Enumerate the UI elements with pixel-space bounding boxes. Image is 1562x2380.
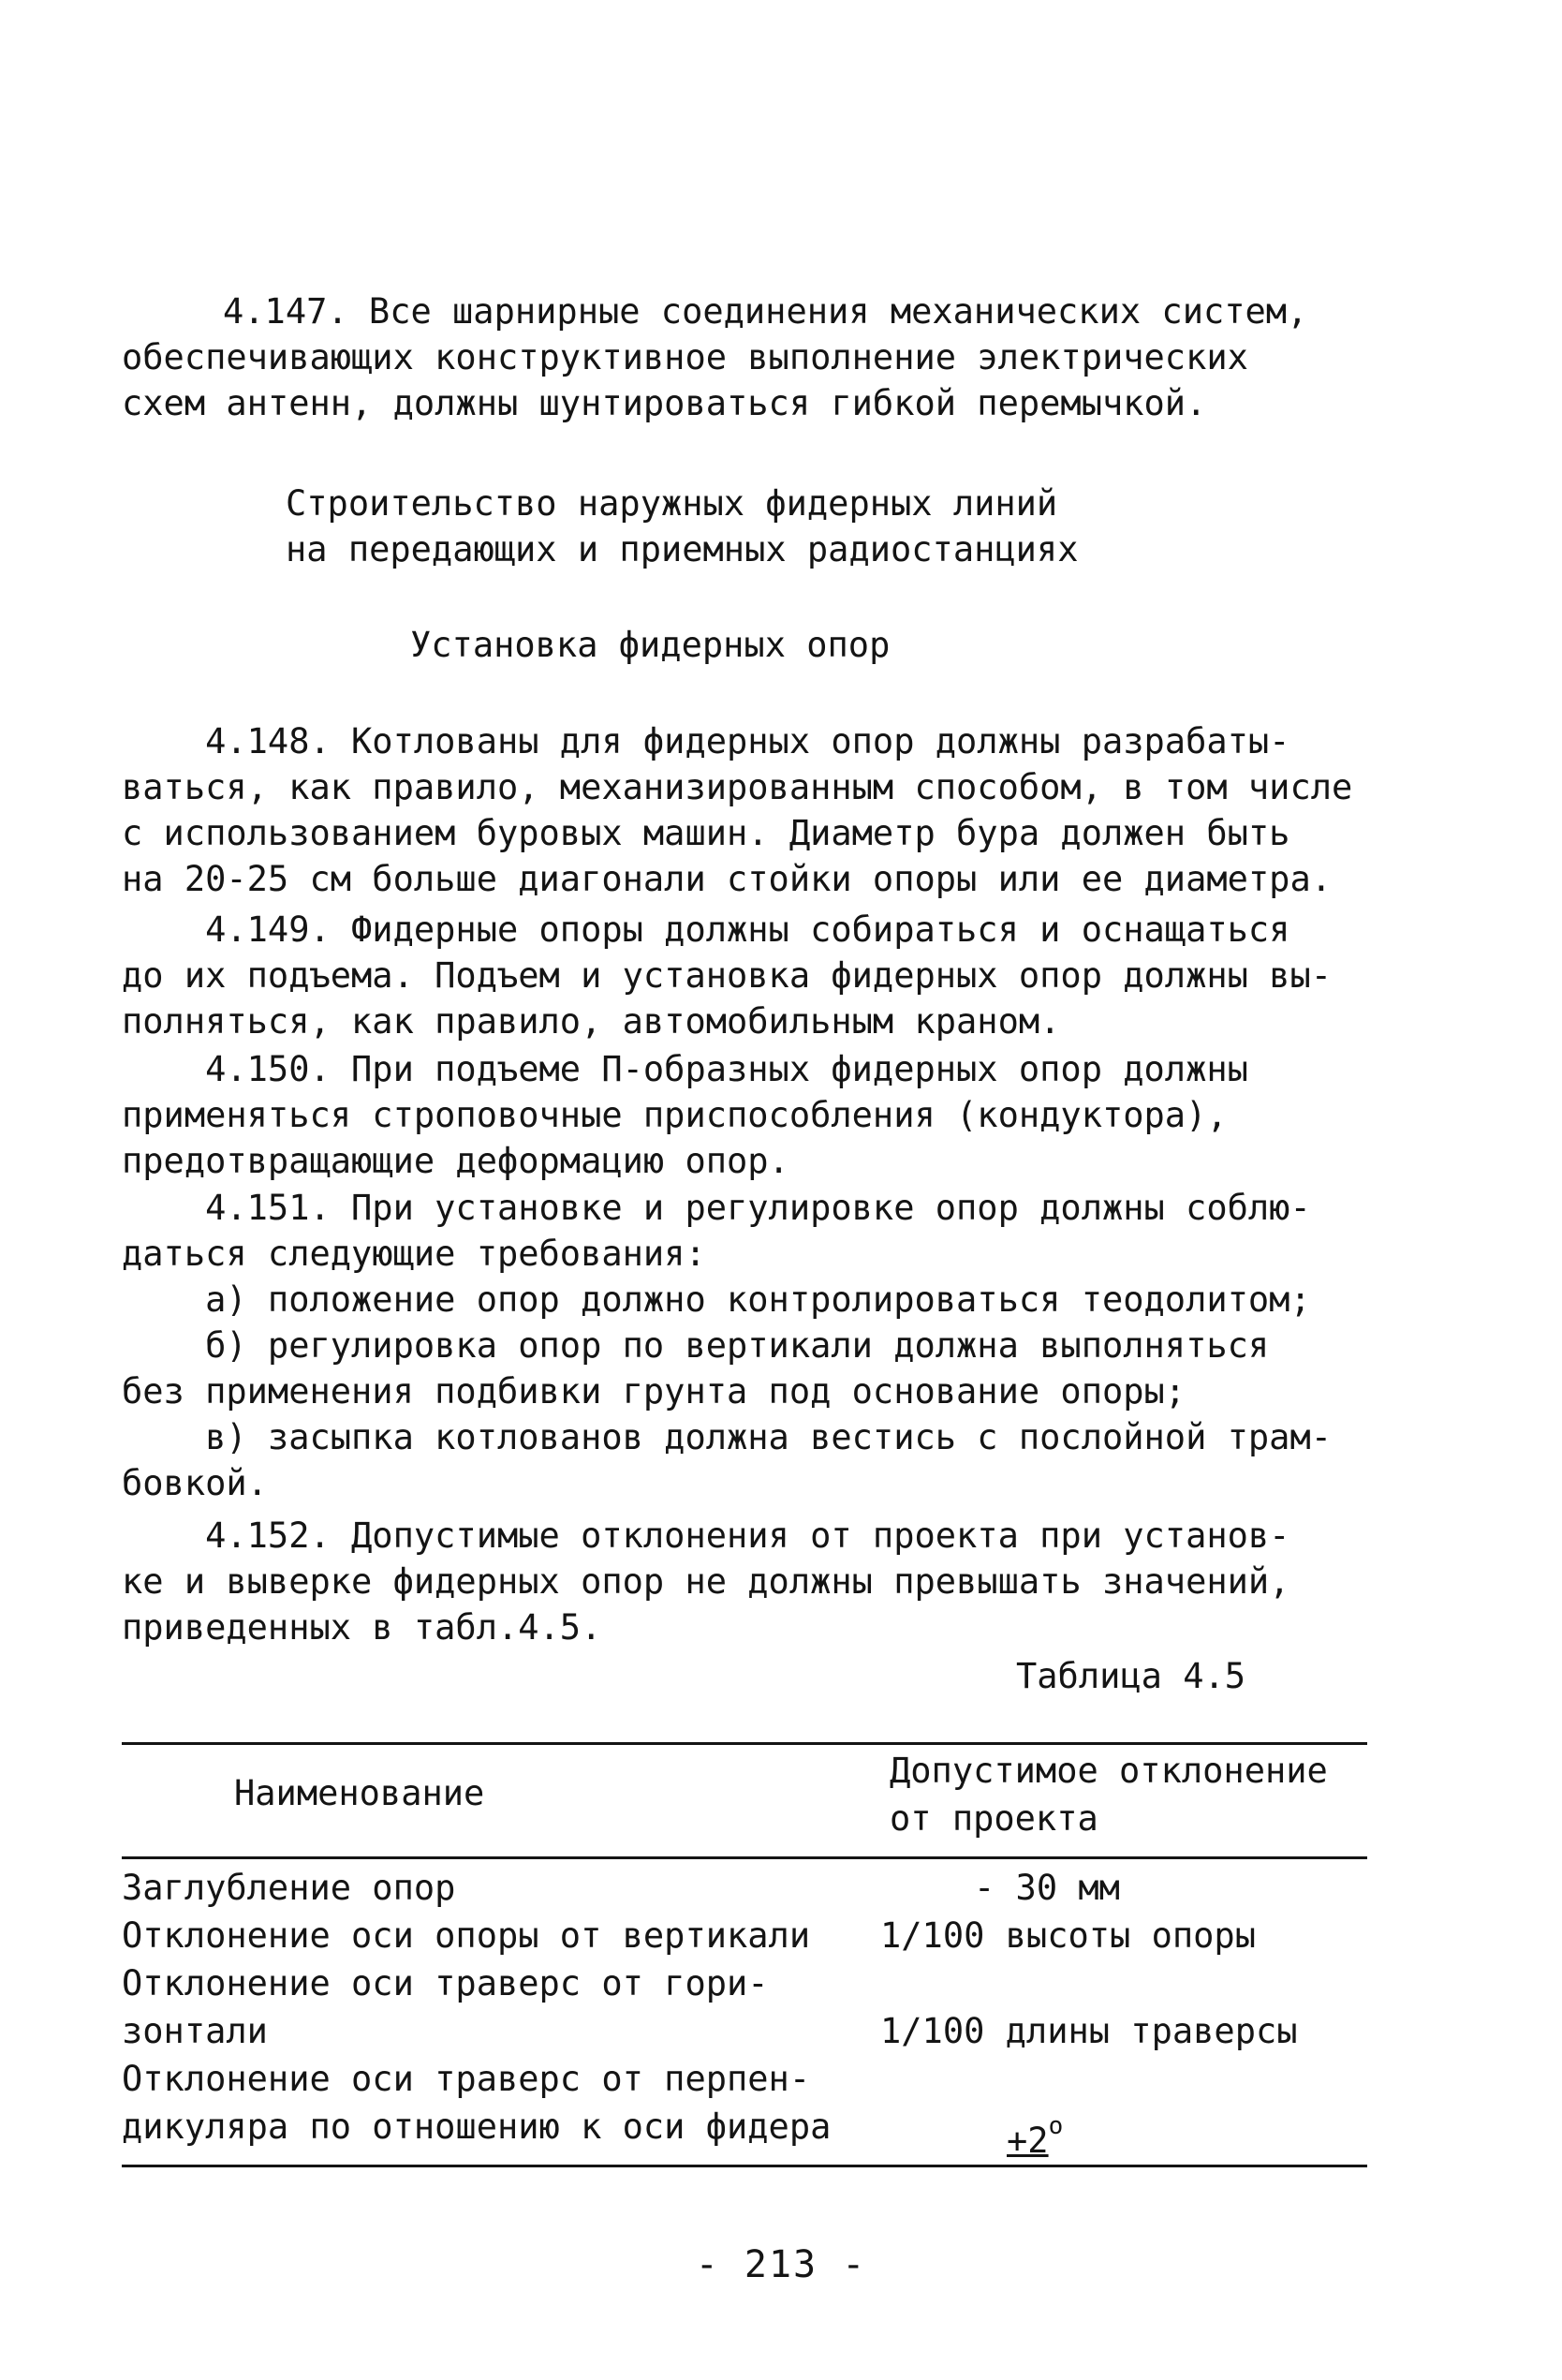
degree-mark: о bbox=[1048, 2112, 1064, 2140]
page-number: - 213 - bbox=[695, 2243, 867, 2286]
header-name-label: Наименование bbox=[234, 1773, 485, 1813]
text-line: приведенных в табл.4.5. bbox=[122, 1607, 602, 1648]
text-line: схем антенн, должны шунтироваться гибкой перемычкой. bbox=[122, 383, 1207, 423]
table-cell: зонтали bbox=[122, 2011, 268, 2051]
header-deviation-line: от проекта bbox=[890, 1798, 1098, 1839]
table-header-name bbox=[122, 1769, 871, 1817]
text-line: обеспечивающих конструктивное выполнение электрических bbox=[122, 337, 1248, 377]
paragraph-4-147 bbox=[122, 288, 1414, 426]
table-row-value bbox=[880, 2007, 1367, 2055]
heading-line: Строительство наружных фидерных линий bbox=[286, 483, 1058, 524]
text-line: а) положение опор должно контролироваться теодолитом; bbox=[122, 1279, 1311, 1320]
table-row-name bbox=[122, 2055, 871, 2151]
text-line: 4.152. Допустимые отклонения от проекта при установ- bbox=[122, 1515, 1290, 1556]
paragraph-4-151 bbox=[122, 1185, 1414, 1506]
table-row-name bbox=[122, 1864, 871, 1912]
table-row-name bbox=[122, 1959, 871, 2055]
text-line: полняться, как правило, автомобильным краном. bbox=[122, 1001, 1061, 1042]
header-deviation-line: Допустимое отклонение bbox=[890, 1751, 1328, 1791]
table-row-value bbox=[880, 1912, 1367, 1959]
table-header-deviation bbox=[890, 1747, 1377, 1842]
heading-line: на передающих и приемных радиостанциях bbox=[286, 529, 1079, 569]
subsection-heading bbox=[0, 622, 1562, 668]
table-row-name bbox=[122, 1912, 871, 1959]
text-line: 4.151. При установке и регулировке опор должны соблю- bbox=[122, 1188, 1311, 1228]
text-line: 4.150. При подъеме П-образных фидерных опор должны bbox=[122, 1049, 1248, 1089]
paragraph-4-148 bbox=[122, 718, 1414, 902]
text-line: с использованием буровых машин. Диаметр бура должен быть bbox=[122, 813, 1290, 853]
text-line: ваться, как правило, механизированным способом, в том числе bbox=[122, 767, 1353, 807]
table-cell: Отклонение оси опоры от вертикали bbox=[122, 1915, 811, 1956]
table-header-rule bbox=[122, 1856, 1367, 1859]
text-line: в) засыпка котлованов должна вестись с послойной трам- bbox=[122, 1417, 1333, 1457]
text-line: ке и выверке фидерных опор не должны превышать значений, bbox=[122, 1561, 1290, 1602]
table-cell: дикуляра по отношению к оси фидера bbox=[122, 2107, 832, 2147]
table-row-value bbox=[974, 1864, 1461, 1912]
text-line: на 20-25 см больше диагонали стойки опоры или ее диаметра. bbox=[122, 859, 1333, 899]
text-line: до их подъема. Подъем и установка фидерных опор должны вы- bbox=[122, 955, 1333, 996]
text-line: применяться строповочные приспособления (кондуктора), bbox=[122, 1095, 1228, 1135]
section-heading bbox=[0, 480, 1562, 572]
text-line: 4.149. Фидерные опоры должны собираться и оснащаться bbox=[122, 909, 1290, 950]
paragraph-4-152 bbox=[122, 1513, 1414, 1650]
table-cell: 1/100 высоты опоры bbox=[880, 1915, 1256, 1956]
deviation-value: +2 bbox=[1007, 2121, 1049, 2161]
text-line: бовкой. bbox=[122, 1463, 268, 1503]
table-cell bbox=[1007, 2103, 1494, 2161]
table-bottom-rule bbox=[122, 2165, 1367, 2167]
table-cell: 1/100 длины траверсы bbox=[880, 2011, 1298, 2051]
text-line: даться следующие требования: bbox=[122, 1234, 706, 1274]
table-row-value bbox=[1007, 2103, 1494, 2161]
table-title: Таблица 4.5 bbox=[1016, 1656, 1246, 1696]
paragraph-4-149 bbox=[122, 907, 1414, 1044]
text-line: предотвращающие деформацию опор. bbox=[122, 1141, 789, 1181]
table-cell: Отклонение оси траверс от перпен- bbox=[122, 2059, 811, 2099]
text-line: без применения подбивки грунта под основание опоры; bbox=[122, 1371, 1186, 1412]
table-cell: Отклонение оси траверс от гори- bbox=[122, 1963, 769, 2003]
table-cell: Заглубление опор bbox=[122, 1868, 456, 1908]
text-line: б) регулировка опор по вертикали должна выполняться bbox=[122, 1325, 1270, 1366]
table-top-rule bbox=[122, 1742, 1367, 1745]
subheading-line: Установка фидерных опор bbox=[410, 625, 891, 665]
paragraph-4-150 bbox=[122, 1046, 1414, 1184]
table-cell: - 30 мм bbox=[974, 1868, 1120, 1908]
text-line: 4.147. Все шарнирные соединения механических систем, bbox=[223, 291, 1308, 332]
text-line: 4.148. Котлованы для фидерных опор должны разрабаты- bbox=[122, 721, 1290, 761]
